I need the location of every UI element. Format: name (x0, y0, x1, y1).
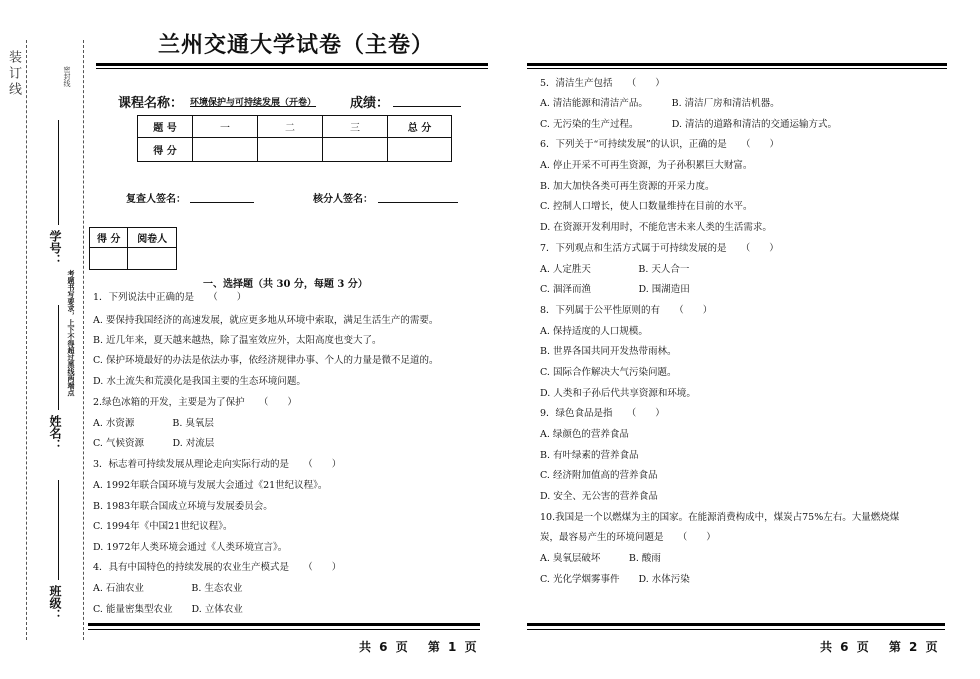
name-label: 姓名： (48, 415, 62, 451)
left-line: B. 近几年来，夏天越来越热，除了温室效应外，太阳高度也变大了。 (93, 335, 382, 346)
course-label: 课程名称： (118, 96, 184, 111)
page-title: 兰州交通大学试卷（主卷） (158, 33, 435, 58)
grade-blank[interactable] (393, 106, 461, 107)
right-line: 9．绿色食品是指 （ ） (540, 408, 665, 419)
left-line: 3．标志着可持续发展从理论走向实际行动的是 （ ） (93, 459, 342, 470)
binding-dashed-line (26, 40, 27, 640)
left-line: 4．具有中国特色的持续发展的农业生产模式是 （ ） (93, 562, 342, 573)
right-header-rule-thick (527, 63, 947, 66)
score-row-label: 得 分 (138, 138, 193, 162)
left-line: A. 1992年联合国环境与发展大会通过《21世纪议程》。 (93, 480, 328, 491)
grade-label: 成绩： (350, 96, 390, 111)
right-line: 10.我国是一个以燃煤为主的国家。在能源消费构成中，煤炭占75%左右。大量燃烧煤 (540, 512, 900, 523)
left-footer-rule-thin (88, 629, 480, 630)
right-line: 炭，最容易产生的环境问题是 （ ） (540, 532, 716, 543)
right-line: B. 加大加快各类可再生资源的开采力度。 (540, 181, 715, 192)
grader-table (89, 227, 177, 270)
left-line: C. 1994年《中国21世纪议程》。 (93, 521, 233, 532)
right-header-rule-thin (527, 68, 947, 69)
score-header-label: 题 号 (138, 116, 193, 138)
score-header-2: 二 (258, 116, 323, 138)
right-line: A. 人定胜天 B. 天人合一 (540, 264, 690, 275)
right-line: A. 绿颜色的营养食品 (540, 429, 629, 440)
right-line: A. 臭氧层破坏 B. 酸雨 (540, 553, 661, 564)
binding-line-label: 装订线 (6, 50, 21, 98)
left-line: D. 水土流失和荒漠化是我国主要的生态环境问题。 (93, 376, 306, 387)
right-line: A. 清洁能源和清洁产品。 B. 清洁厂房和清洁机器。 (540, 98, 780, 109)
right-line: A. 停止开采不可再生资源，为子孙积累巨大财富。 (540, 160, 753, 171)
left-line: C. 气候资源 D. 对流层 (93, 438, 215, 449)
seal-line-label: 密封线 (63, 66, 71, 87)
grader-score-label: 得 分 (90, 228, 128, 248)
score-cell-3[interactable] (323, 138, 388, 162)
left-line: A. 要保持我国经济的高速发展，就应更多地从环境中索取，满足生活生产的需要。 (93, 315, 439, 326)
right-line: 6．下列关于“可持续发展”的认识，正确的是 （ ） (540, 139, 780, 150)
score-cell-1[interactable] (193, 138, 258, 162)
grader-name-label: 阅卷人 (128, 228, 177, 248)
right-line: 8．下列属于公平性原则的有 （ ） (540, 305, 713, 316)
left-line: C. 保护环境最好的办法是依法办事，依经济规律办事、个人的力量是微不足道的。 (93, 355, 439, 366)
seal-dashed-line (83, 40, 84, 640)
right-line: C. 涸泽而渔 D. 围湖造田 (540, 284, 690, 295)
left-line: D. 1972年人类环境会通过《人类环境宣言》。 (93, 542, 288, 553)
score-header-1: 一 (193, 116, 258, 138)
right-line: 7．下列观点和生活方式属于可持续发展的是 （ ） (540, 243, 779, 254)
left-page-number: 共 6 页 第 1 页 (359, 640, 477, 654)
left-line: A. 石油农业 B. 生态农业 (93, 583, 243, 594)
right-page-number: 共 6 页 第 2 页 (820, 640, 938, 654)
score-header-total: 总 分 (388, 116, 452, 138)
left-line: A. 水资源 B. 臭氧层 (93, 418, 214, 429)
class-blank[interactable] (58, 480, 59, 580)
exam-notice: 考题书写要求，上下不得超过黑线两端点 (67, 270, 75, 396)
name-blank[interactable] (58, 305, 59, 410)
left-footer-rule-thick (88, 623, 480, 626)
student-id-label: 学号： (48, 230, 62, 266)
student-id-blank[interactable] (58, 120, 59, 225)
right-line: 5．清洁生产包括 （ ） (540, 78, 665, 89)
right-line: D. 在资源开发利用时，不能危害未来人类的生活需求。 (540, 222, 772, 233)
right-line: C. 光化学烟雾事件 D. 水体污染 (540, 574, 690, 585)
left-line: B. 1983年联合国成立环境与发展委员会。 (93, 501, 273, 512)
right-footer-rule-thin (527, 629, 945, 630)
header-rule-thick (96, 63, 488, 66)
right-line: B. 世界各国共同开发热带雨林。 (540, 346, 677, 357)
right-footer-rule-thick (527, 623, 945, 626)
class-label: 班级： (48, 585, 62, 621)
grader-score-cell[interactable] (90, 248, 128, 270)
right-line: C. 国际合作解决大气污染问题。 (540, 367, 677, 378)
right-line: D. 人类和子孙后代共享资源和环境。 (540, 388, 696, 399)
checker-signature-blank[interactable] (378, 202, 458, 203)
score-table (137, 115, 452, 162)
right-line: D. 安全、无公害的营养食品 (540, 491, 658, 502)
course-name: 环境保护与可持续发展（开卷） (190, 98, 317, 108)
score-cell-total[interactable] (388, 138, 452, 162)
left-line: 1．下列说法中正确的是 （ ） (93, 292, 247, 303)
header-rule-thin (96, 68, 488, 69)
checker-signature-label: 核分人签名： (313, 194, 373, 205)
right-line: B. 有叶绿素的营养食品 (540, 450, 639, 461)
grader-name-cell[interactable] (128, 248, 177, 270)
score-cell-2[interactable] (258, 138, 323, 162)
left-line: 2.绿色冰箱的开发，主要是为了保护 （ ） (93, 397, 297, 408)
reviewer-signature-label: 复查人签名： (126, 194, 186, 205)
right-line: C. 无污染的生产过程。 D. 清洁的道路和清洁的交通运输方式。 (540, 119, 838, 130)
score-header-3: 三 (323, 116, 388, 138)
section-title: 一、选择题（共 30 分，每题 3 分） (203, 279, 368, 290)
left-line: C. 能量密集型农业 D. 立体农业 (93, 604, 243, 615)
reviewer-signature-blank[interactable] (190, 202, 254, 203)
right-line: C. 控制人口增长，使人口数量维持在目前的水平。 (540, 201, 753, 212)
right-line: C. 经济附加值高的营养食品 (540, 470, 658, 481)
right-line: A. 保持适度的人口规模。 (540, 326, 648, 337)
